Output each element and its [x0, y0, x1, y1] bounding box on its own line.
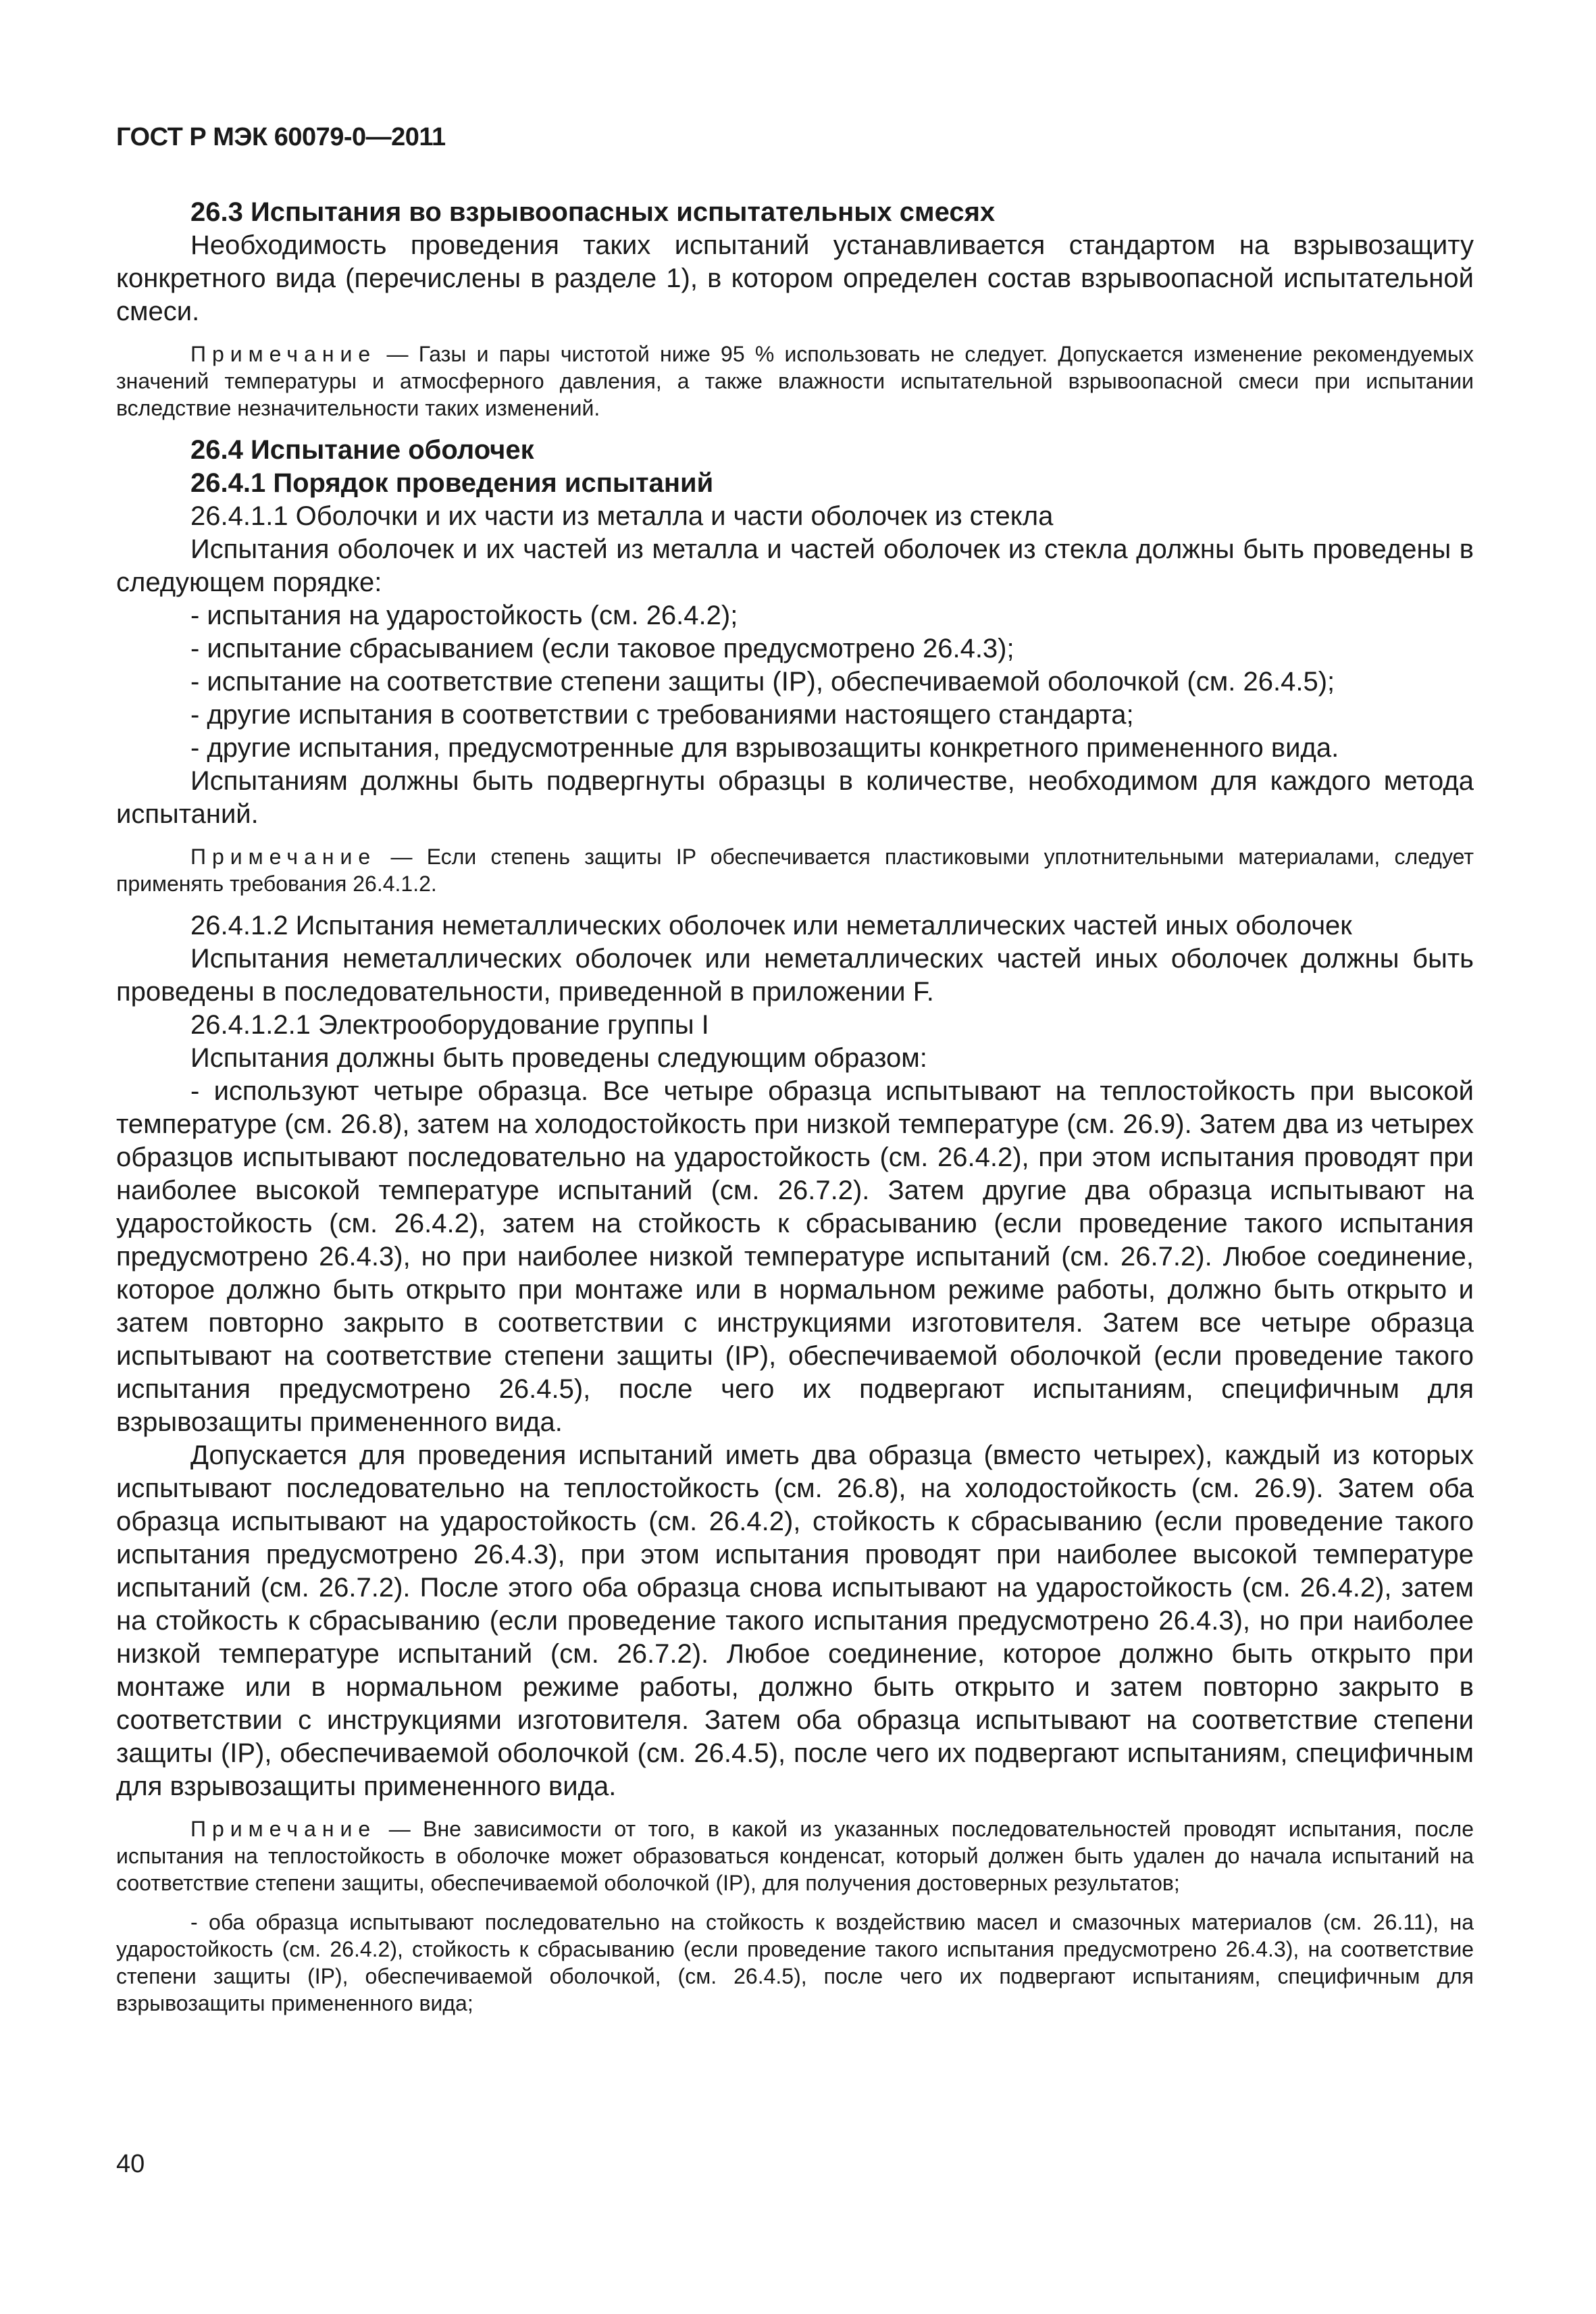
- clause-26-4-1-2-paragraph: Испытания неметаллических оболочек или неметаллических частей иных оболочек должны быть проведены в последовательности, приведенной в приложении F.: [116, 944, 1474, 1007]
- list-item: - другие испытания в соответствии с требованиями настоящего стандарта;: [190, 700, 1134, 730]
- clause-26-4-1-2-1-note: [116, 1815, 1474, 1896]
- note-label: Примечание: [190, 342, 377, 366]
- clause-26-4-1-2-1-title: 26.4.1.2.1 Электрооборудование группы I: [190, 1010, 709, 1040]
- two-samples-paragraph: Допускается для проведения испытаний иметь два образца (вместо четырех), каждый из которых испытывают последовательно на теплостойкость (см. 26.8), на холодостойкость (см. 26.9). Затем оба образца испытывают на ударостойкость (см. 26.4.2), стойкость к сбрасыванию (если проведение такого испытания предусмотрено 26.4.3), при этом испытания проводят при наиболее высокой температуре испытаний (см. 26.7.2). После этого оба образца снова испытывают на ударостойкость (см. 26.4.2), затем на стойкость к сбрасыванию (если проведение такого испытания предусмотрено 26.4.3), но при наиболее низкой температуре испытаний (см. 26.7.2). Любое соединение, которое должно быть открыто при монтаже или в нормальном режиме работы, должно быть открыто и затем повторно закрыто в соответствии с инструкциями изготовителя. Затем оба образца испытывают на соответствие степени защиты (IP), обеспечиваемой оболочкой (см. 26.4.5), после чего их подвергают испытаниям, специфичным для взрывозащиты примененного вида.: [116, 1440, 1474, 1801]
- list-item: - испытание сбрасыванием (если таковое предусмотрено 26.4.3);: [190, 634, 1014, 663]
- list-item: - испытания на ударостойкость (см. 26.4.2);: [190, 601, 738, 630]
- list-item: - другие испытания, предусмотренные для взрывозащиты конкретного примененного вида.: [190, 733, 1339, 763]
- samples-paragraph: Испытаниям должны быть подвергнуты образцы в количестве, необходимом для каждого метода испытаний.: [116, 766, 1474, 829]
- section-26-4-heading: 26.4 Испытание оболочек: [190, 435, 534, 465]
- clause-26-4-1-1-title: 26.4.1.1 Оболочки и их части из металла и части оболочек из стекла: [190, 501, 1054, 531]
- section-26-3-paragraph: Необходимость проведения таких испытаний устанавливается стандартом на взрывозащиту конкретного вида (перечислены в разделе 1), в котором определен состав взрывоопасной испытательной смеси.: [116, 230, 1474, 326]
- page-number: 40: [116, 2150, 145, 2178]
- document-code-header: ГОСТ Р МЭК 60079-0—2011: [116, 123, 446, 151]
- note-label: Примечание: [190, 1817, 377, 1841]
- note-text: — Если степень защиты IP обеспечивается пластиковыми уплотнительными материалами, следует применять требования 26.4.1.2.: [116, 845, 1474, 896]
- clause-26-4-1-2-1-intro: Испытания должны быть проведены следующим образом:: [190, 1043, 927, 1073]
- list-item: - испытание на соответствие степени защиты (IP), обеспечиваемой оболочкой (см. 26.4.5);: [190, 667, 1335, 697]
- section-26-3-heading: 26.3 Испытания во взрывоопасных испытательных смесях: [190, 197, 996, 227]
- clause-26-4-1-1-paragraph: Испытания оболочек и их частей из металла и частей оболочек из стекла должны быть проведены в следующем порядке:: [116, 534, 1474, 597]
- note-text: — Газы и пары чистотой ниже 95 % использовать не следует. Допускается изменение рекомендуемых значений температуры и атмосферного давления, а также влажности испытательной взрывоопасной смеси при испытании вследствие незначительности таких изменений.: [116, 342, 1474, 420]
- note-continuation: - оба образца испытывают последовательно на стойкость к воздействию масел и смазочных материалов (см. 26.11), на ударостойкость (см. 26.4.2), стойкость к сбрасыванию (если проведение такого испытания предусмотрено 26.4.3), на соответствие степени защиты (IP), обеспечиваемой оболочкой, (см. 26.4.5), после чего их подвергают испытаниям, специфичным для взрывозащиты примененного вида;: [116, 1910, 1474, 2015]
- four-samples-paragraph: - используют четыре образца. Все четыре образца испытывают на теплостойкость при высокой температуре (см. 26.8), затем на холодостойкость при низкой температуре (см. 26.9). Затем два из четырех образцов испытывают последовательно на ударостойкость (см. 26.4.2), при этом испытания проводят при наиболее высокой температуре испытаний (см. 26.7.2). Затем другие два образца испытывают на ударостойкость (см. 26.4.2), затем на стойкость к сбрасыванию (если проведение такого испытания предусмотрено 26.4.3), но при наиболее низкой температуре испытаний (см. 26.7.2). Любое соединение, которое должно быть открыто при монтаже или в нормальном режиме работы, должно быть открыто и затем повторно закрыто в соответствии с инструкциями изготовителя. Затем все четыре образца испытывают на соответствие степени защиты (IP), обеспечиваемой оболочкой (если проведение такого испытания предусмотрено 26.4.5), после чего их подвергают испытаниям, специфичным для взрывозащиты примененного вида.: [116, 1076, 1474, 1437]
- clause-26-4-1-2-title: 26.4.1.2 Испытания неметаллических оболочек или неметаллических частей иных оболочек: [190, 911, 1352, 940]
- clause-26-4-1-1-note: [116, 843, 1474, 897]
- note-label: Примечание: [190, 845, 377, 869]
- note-text: — Вне зависимости от того, в какой из указанных последовательностей проводят испытания, после испытания на теплостойкость в оболочке может образоваться конденсат, который должен быть удален до начала испытаний на соответствие степени защиты, обеспечиваемой оболочкой (IP), для получения достоверных результатов;: [116, 1817, 1474, 1895]
- page-content: [116, 196, 1474, 2029]
- section-26-4-1-heading: 26.4.1 Порядок проведения испытаний: [190, 468, 714, 498]
- section-26-3-note: [116, 341, 1474, 422]
